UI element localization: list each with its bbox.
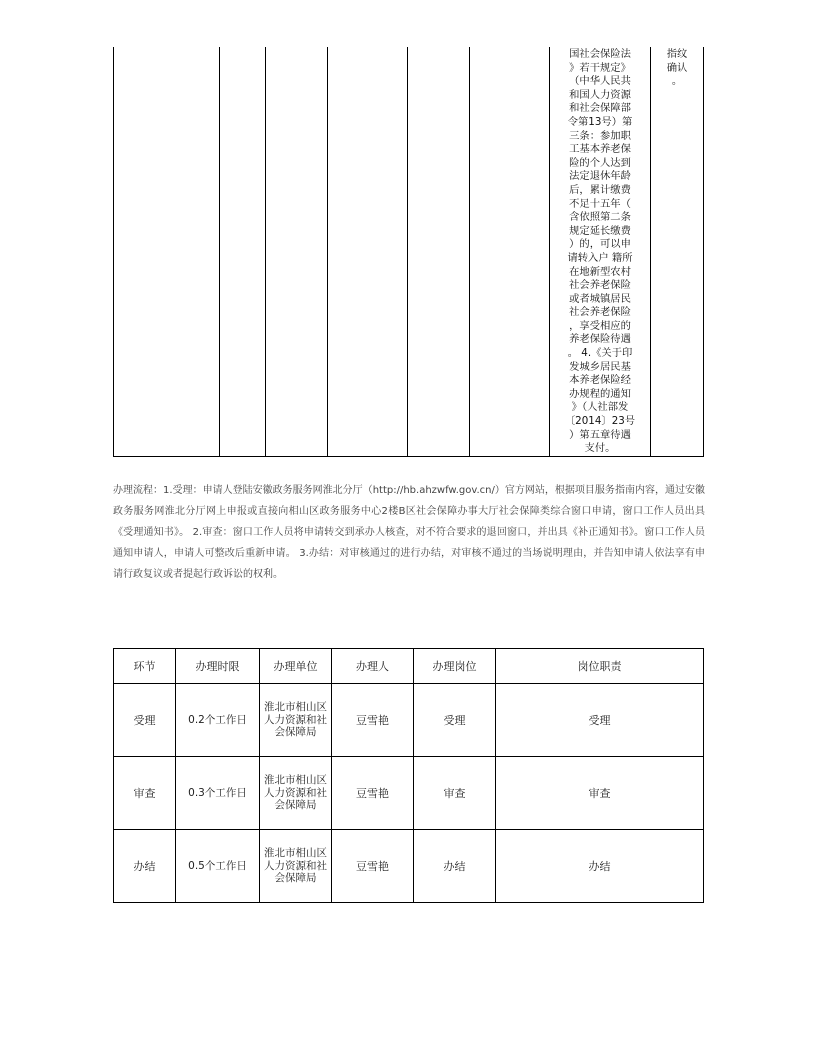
time-limit-cell: 0.3个工作日	[176, 757, 260, 830]
empty-cell	[266, 47, 328, 456]
duty-cell: 审查	[496, 757, 704, 830]
post-cell: 办结	[414, 830, 496, 903]
legal-basis-text: 国社会保险法 》若干规定》 （中华人民共 和国人力资源 和社会保障部 令第13号）第 三条：参加职 工基本养老保 险的个人达到 法定退休年龄 后，累计缴费 不足十五年（ 含依照第二条 规定延长缴费 ）的，可以申 请转入户 籍所 在地新型农村 社会养老保险 或者城镇居民 社会养老保险 ，享受相应的 养老保险待遇 。 4.《关于印 发城乡居民基 本养老保险经 办规程的通知 》（人社部发 〔2014〕23号 ）第五章待遇 支付。	[564, 48, 636, 455]
step-cell: 办结	[114, 830, 176, 903]
unit-cell: 淮北市相山区人力资源和社会保障局	[260, 830, 332, 903]
post-cell: 受理	[414, 684, 496, 757]
header-unit: 办理单位	[260, 649, 332, 684]
table-row	[114, 684, 704, 757]
table-row	[114, 830, 704, 903]
table-row	[114, 757, 704, 830]
process-paragraph: 办理流程：1.受理：申请人登陆安徽政务服务网淮北分厅（http://hb.ahzwfw.gov.cn/）官方网站，根据项目服务指南内容，通过安徽政务服务网淮北分厅网上申报或直接向相山区政务服务中心2楼B区社会保障办事大厅社会保障类综合窗口申请，窗口工作人员出具《受理通知书》。 2.审查：窗口工作人员将申请转交到承办人核查，对不符合要求的退回窗口，并出具《补正通知书》。窗口工作人员通知申请人，申请人可整改后重新申请。 3.办结：对审核通过的进行办结，对审核不通过的当场说明理由，并告知申请人依法享有申请行政复议或者提起行政诉讼的权利。	[113, 485, 705, 580]
confirm-cell	[651, 47, 704, 456]
time-limit-cell: 0.5个工作日	[176, 830, 260, 903]
continuation-table	[113, 47, 704, 457]
duty-cell: 受理	[496, 684, 704, 757]
header-step: 环节	[114, 649, 176, 684]
handler-cell: 豆雪艳	[332, 830, 414, 903]
empty-cell	[328, 47, 408, 456]
step-cell: 受理	[114, 684, 176, 757]
empty-cell	[220, 47, 266, 456]
empty-cell	[470, 47, 550, 456]
handler-cell: 豆雪艳	[332, 757, 414, 830]
empty-cell	[114, 47, 220, 456]
steps-header-row	[114, 649, 704, 684]
fingerprint-confirm-text: 指纹 确认 。	[666, 48, 688, 88]
header-post: 办理岗位	[414, 649, 496, 684]
unit-cell: 淮北市相山区人力资源和社会保障局	[260, 684, 332, 757]
post-cell: 审查	[414, 757, 496, 830]
handler-cell: 豆雪艳	[332, 684, 414, 757]
legal-basis-cell	[550, 47, 651, 456]
duty-cell: 办结	[496, 830, 704, 903]
time-limit-cell: 0.2个工作日	[176, 684, 260, 757]
unit-cell: 淮北市相山区人力资源和社会保障局	[260, 757, 332, 830]
steps-table	[113, 648, 704, 903]
header-time-limit: 办理时限	[176, 649, 260, 684]
empty-cell	[408, 47, 470, 456]
continuation-row	[114, 47, 704, 456]
header-duty: 岗位职责	[496, 649, 704, 684]
step-cell: 审查	[114, 757, 176, 830]
header-handler: 办理人	[332, 649, 414, 684]
